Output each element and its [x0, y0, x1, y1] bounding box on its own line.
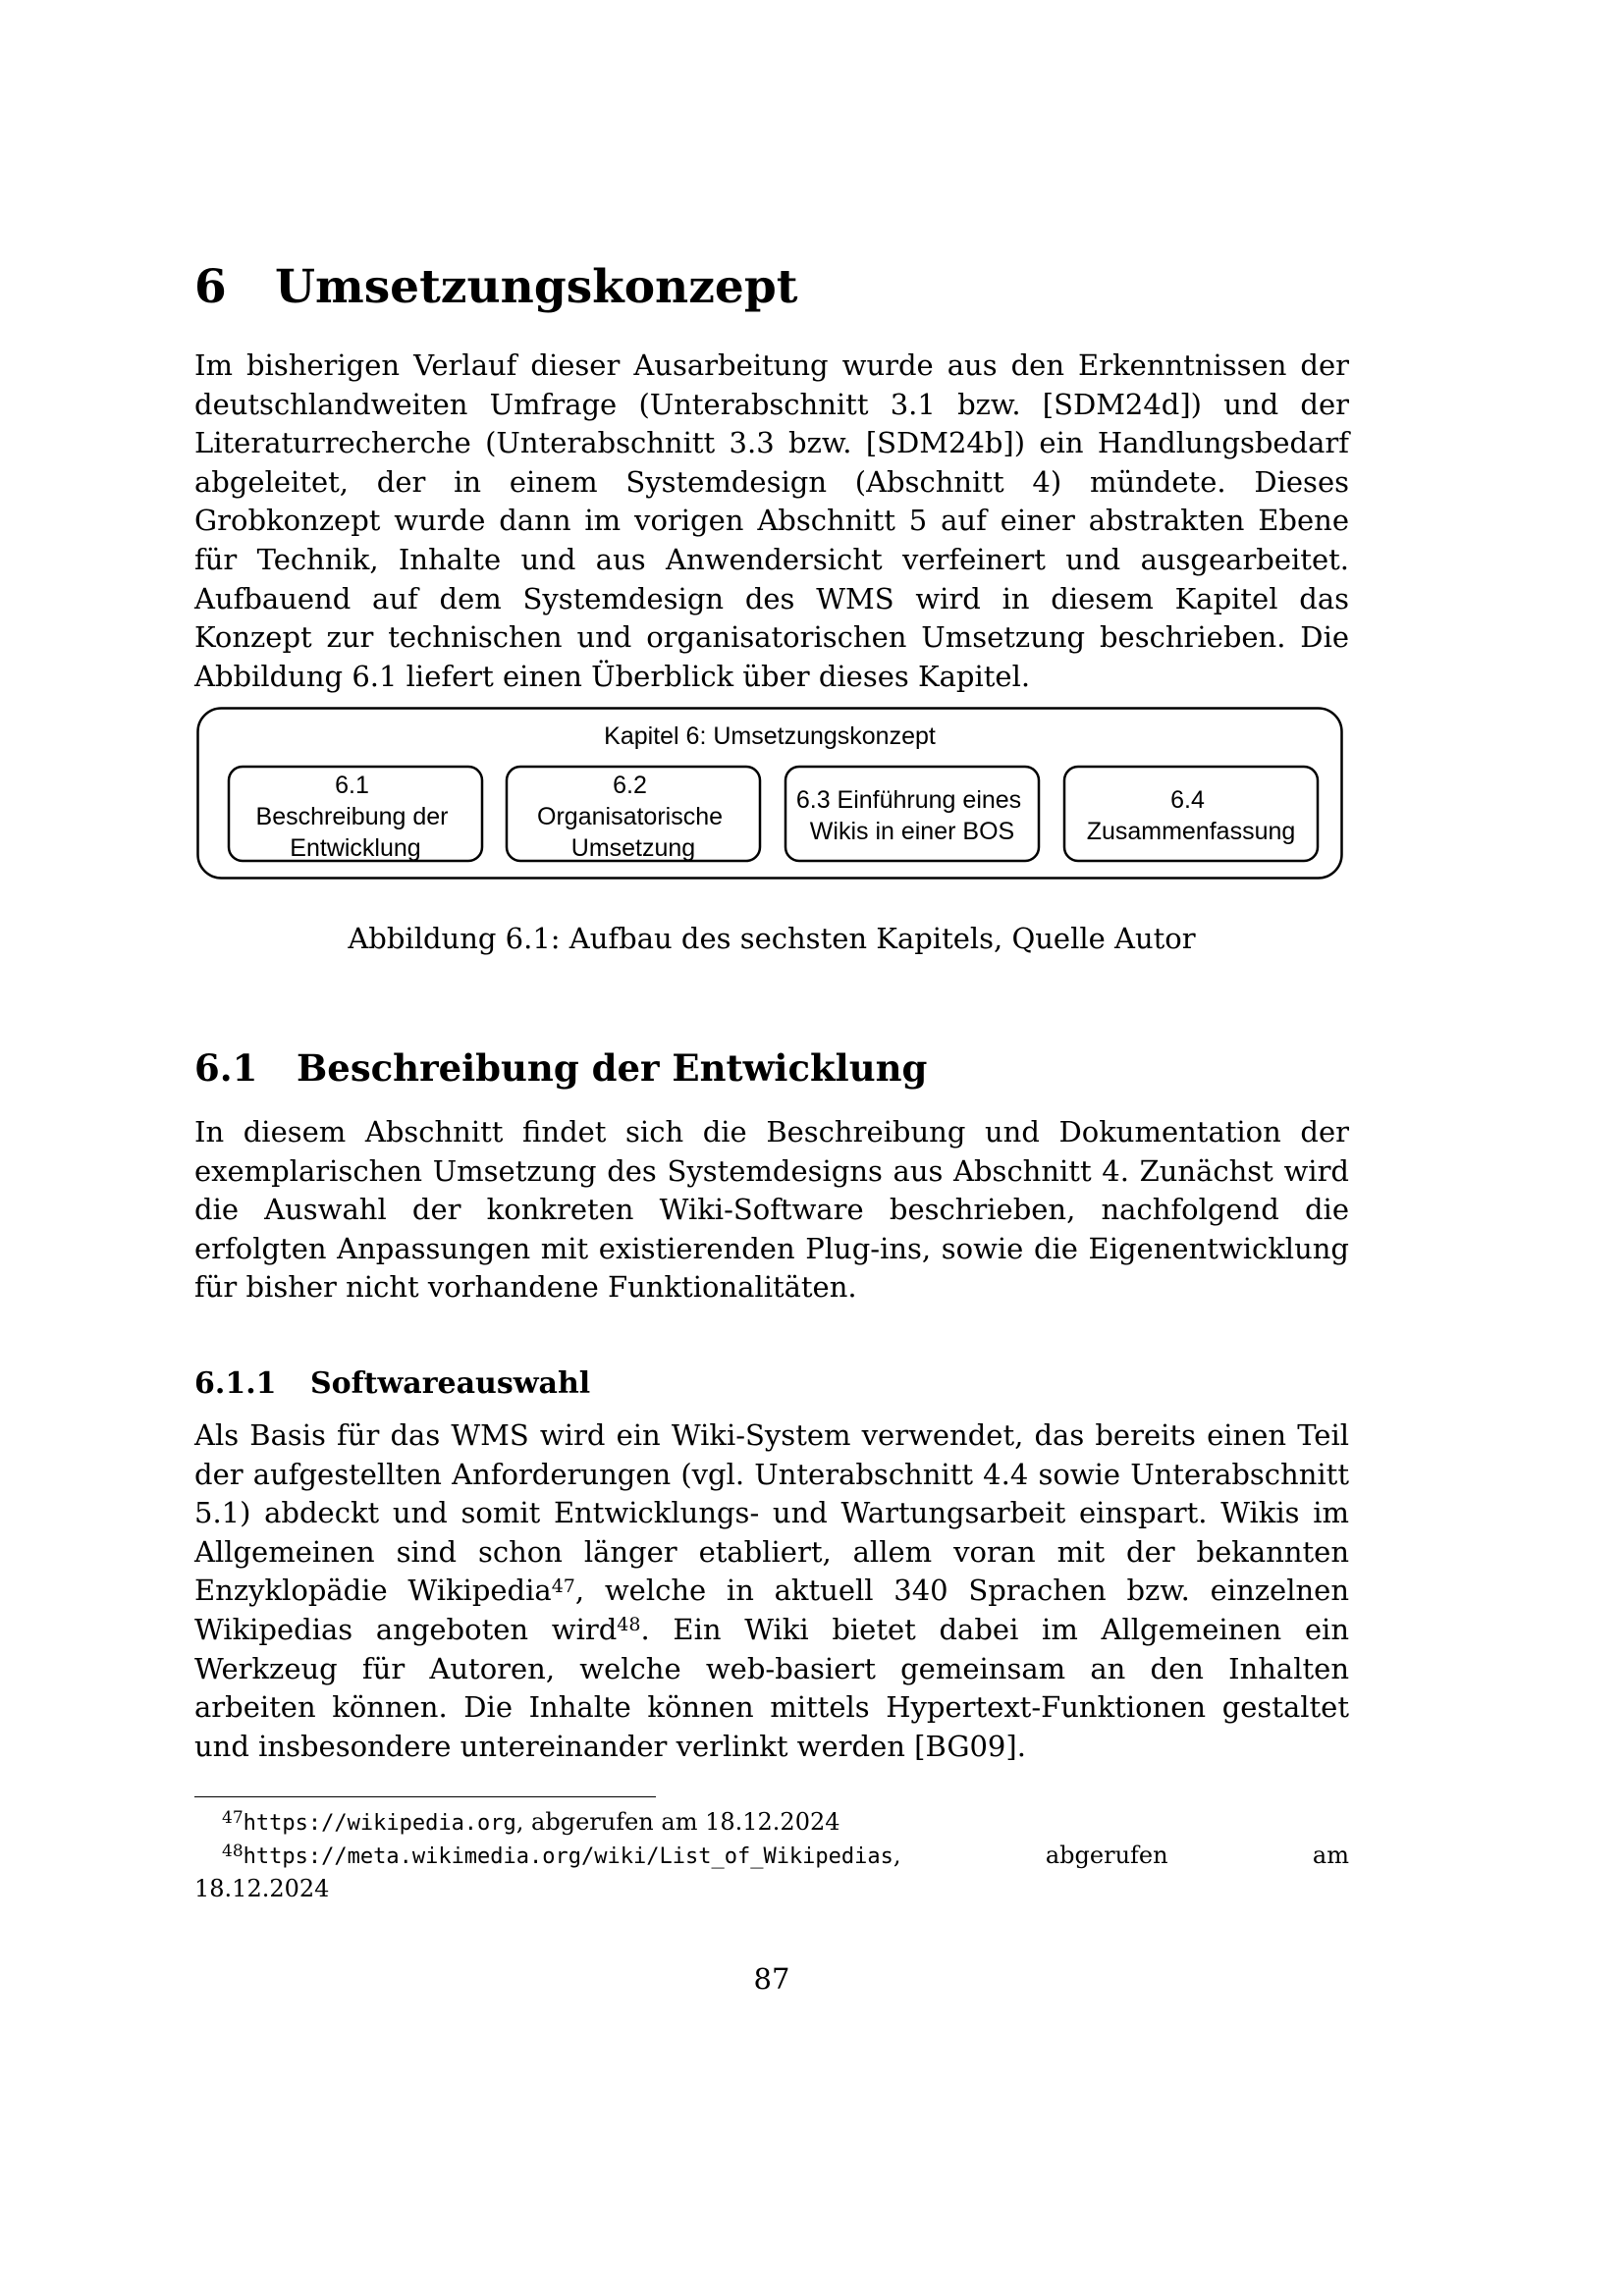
chapter-heading — [194, 260, 1353, 315]
section-number: 6.1 — [194, 1046, 258, 1090]
footnote-48-lead: $^{48}$https://meta.wikimedia.org/wiki/List_of_Wikipedias, — [222, 1842, 901, 1869]
box-6-4-line-1: 6.4 — [1170, 786, 1205, 814]
footnote-reference-48[interactable]: 48 — [617, 1614, 641, 1636]
footnote-48-first-line — [194, 1840, 1349, 1873]
paragraph-text-part-1: Als Basis für das WMS wird ein Wiki-System verwendet, das bereits einen Teil der aufgestellten Anforderungen (vgl. Unterabschnitt 4.4 sowie Unterabschnitt 5.1) abdeckt und somit Entwicklungs- und Wartungsarbeit einspart. Wikis im Allgemeinen sind schon länger etabliert, allem voran mit der bekannten Enzyklopädie Wikipedia — [194, 1418, 1349, 1608]
box-6-3-line-2: Wikis in einer BOS — [809, 818, 1015, 845]
box-6-2-line-1: 6.2 — [613, 772, 647, 799]
box-6-4-line-2: Zusammenfassung — [1086, 818, 1296, 845]
box-6-2-line-2: Organisatorische — [537, 803, 724, 830]
box-6-3 — [785, 767, 1039, 861]
footnote-separator — [194, 1796, 656, 1797]
footnote-48-date: 18.12.2024 — [194, 1875, 330, 1902]
paragraph-text-part-3: . Ein Wiki bietet dabei im Allgemeinen ein Werkzeug für Autoren, welche web-basiert gemeinsam an den Inhalten arbeiten können. Die Inhalte können mittels Hypertext-Funktionen gestaltet und insbesondere untereinander verlinkt werden [BG09]. — [194, 1612, 1349, 1763]
chapter-intro-paragraph: Im bisherigen Verlauf dieser Ausarbeitung wurde aus den Erkenntnissen der deutschlandweiten Umfrage (Unterabschnitt 3.1 bzw. [SDM24d]) und der Literaturrecherche (Unterabschnitt 3.3 bzw. [SDM24b]) ein Handlungsbedarf abgeleitet, der in einem Systemdesign (Abschnitt 4) mündete. Dieses Grobkonzept wurde dann im vorigen Abschnitt 5 auf einer abstrakten Ebene für Technik, Inhalte und aus Anwendersicht verfeinert und ausgearbeitet. Aufbauend auf dem Systemdesign des WMS wird in diesem Kapitel das Konzept zur technischen und organisatorischen Umsetzung beschrieben. Die Abbildung 6.1 liefert einen Überblick über dieses Kapitel. — [194, 348, 1349, 693]
box-6-4 — [1064, 767, 1318, 861]
footnote-word-am: am — [1312, 1842, 1349, 1869]
section-6-1-paragraph: In diesem Abschnitt findet sich die Beschreibung und Dokumentation der exemplarischen Umsetzung des Systemdesigns aus Abschnitt 4. Zunächst wird die Auswahl der konkreten Wiki-Software beschrieben, nachfolgend die erfolgten Anpassungen mit existierenden Plug-ins, sowie die Eigenentwicklung für bisher nicht vorhandene Funktionalitäten. — [194, 1115, 1349, 1305]
figure-caption: Abbildung 6.1: Aufbau des sechsten Kapitels, Quelle Autor — [348, 922, 1196, 955]
section-title: Beschreibung der Entwicklung — [297, 1046, 928, 1090]
chapter-title: Umsetzungskonzept — [275, 260, 798, 314]
footnote-url-link[interactable]: https://wikipedia.org — [243, 1811, 516, 1836]
box-6-1-line-1: 6.1 — [335, 772, 369, 799]
section-heading-6-1 — [194, 1046, 1349, 1090]
subsection-number: 6.1.1 — [194, 1366, 277, 1401]
footnote-number: 47 — [222, 1808, 244, 1828]
chapter-overview-figure — [196, 707, 1343, 880]
section-6-1-1-paragraph — [194, 1416, 1349, 1766]
chapter-number: 6 — [194, 260, 227, 314]
footnote-word-abgerufen: abgerufen — [1045, 1842, 1168, 1869]
subsection-title: Softwareauswahl — [310, 1366, 591, 1401]
subsection-heading-6-1-1 — [194, 1366, 1349, 1402]
footnote-url-link[interactable]: https://meta.wikimedia.org/wiki/List_of_Wikipedias — [243, 1844, 893, 1869]
box-6-3-line-1: 6.3 Einführung eines — [795, 786, 1022, 814]
box-6-1-line-2: Beschreibung der — [255, 803, 449, 830]
box-6-2-line-3: Umsetzung — [570, 834, 696, 862]
diagram-title: Kapitel 6: Umsetzungskonzept — [604, 722, 936, 750]
footnote-reference-47[interactable]: 47 — [551, 1575, 575, 1597]
chapter-overview-diagram — [196, 707, 1343, 880]
page-number: 87 — [753, 1962, 790, 1996]
footnote-48 — [194, 1840, 1349, 1905]
box-6-1-line-3: Entwicklung — [290, 834, 421, 862]
footnote-number: 48 — [222, 1842, 244, 1861]
footnote-suffix: , abgerufen am 18.12.2024 — [515, 1808, 840, 1836]
footnote-47 — [194, 1806, 1349, 1840]
paragraph-text-part-2: , welche in aktuell 340 Sprachen bzw. einzelnen Wikipedias angeboten wird — [194, 1574, 1349, 1646]
